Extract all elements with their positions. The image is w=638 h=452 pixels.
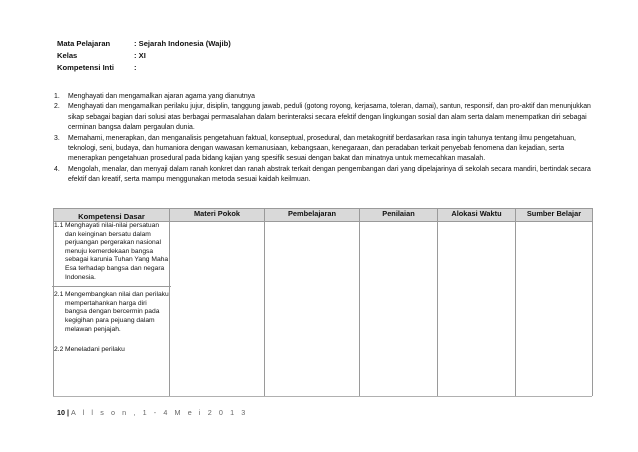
list-item-number: 1. xyxy=(54,93,60,100)
column-header-time-allocation: Alokasi Waktu xyxy=(438,209,516,222)
competence-text: Mengembangkan nilai dan perilaku mempertahankan harga diri bangsa dengan bercermin pada kegigihan para pejuang dalam melawan penjajah. xyxy=(65,291,169,333)
footer-divider xyxy=(53,396,592,397)
table-cell-learning xyxy=(265,222,360,397)
column-header-main-material: Materi Pokok xyxy=(170,209,265,222)
list-item xyxy=(54,165,592,186)
list-item-text: Menghayati dan mengamalkan perilaku jujur, disiplin, tanggung jawab, peduli (gotong royong, kerjasama, toleran, damai), santun, responsif, dan pro-aktif dan menunjukkan sikap sebagai bagian dari solusi atas berbagai permasalahan dalam berinteraksi secara efektif dengan lingkungan sosial dan alam serta dalam menempatkan diri sebagai cerminan bangsa dalam pergaulan dunia. xyxy=(68,103,591,132)
meta-row-class xyxy=(57,50,231,62)
list-item-number: 3. xyxy=(54,134,60,142)
table-row xyxy=(54,222,593,397)
row-divider xyxy=(52,286,171,287)
competence-item xyxy=(54,291,169,334)
competence-number: 2.1 xyxy=(54,291,64,299)
list-item xyxy=(54,92,592,102)
spacer xyxy=(54,334,169,346)
competence-item xyxy=(54,222,169,282)
competence-text: Meneladani perilaku xyxy=(65,346,125,354)
table-cell-main-material xyxy=(170,222,265,397)
meta-value: : XI xyxy=(134,51,146,60)
table-cell-learning-source xyxy=(516,222,593,397)
list-item-text: Menghayati dan mengamalkan ajaran agama yang dianutnya xyxy=(68,93,255,100)
footer-conference: A l l s o n , 1 - 4 M e i 2 0 1 3 xyxy=(71,408,248,417)
syllabus-table xyxy=(53,208,593,396)
meta-value: : xyxy=(134,63,137,72)
meta-label: Kompetensi Inti xyxy=(57,63,114,72)
meta-value: : Sejarah Indonesia (Wajib) xyxy=(134,39,231,48)
table-cell-competence xyxy=(54,222,170,397)
meta-label: Mata Pelajaran xyxy=(57,39,111,48)
table-cell-assessment xyxy=(360,222,438,397)
column-header-competence: Kompetensi Dasar xyxy=(54,209,170,222)
list-item-number: 4. xyxy=(54,165,60,173)
column-header-assessment: Penilaian xyxy=(360,209,438,222)
table-header-row xyxy=(54,209,593,222)
meta-row-core-competence xyxy=(57,62,231,74)
column-header-learning: Pembelajaran xyxy=(265,209,360,222)
list-item-text: Memahami, menerapkan, dan menganalisis pengetahuan faktual, konseptual, prosedural, dan metakognitif berdasarkan rasa ingin tahunya tentang ilmu pengetahuan, teknologi, seni, budaya, dan humaniora dengan wawasan kemanusiaan, kebangsaan, kenegaraan, dan peradaban terkait penyebab fenomena dan kejadian, serta menerapkan pengetahuan prosedural pada bidang kajian yang spesifik sesuai dengan bakat dan minatnya untuk memecahkan masalah. xyxy=(68,134,576,163)
competence-number: 2.2 xyxy=(54,346,64,354)
meta-label: Kelas xyxy=(57,51,78,60)
document-meta xyxy=(57,38,231,74)
list-item-number: 2. xyxy=(54,103,60,111)
competence-item xyxy=(54,346,169,355)
list-item-text: Mengolah, menalar, dan menyaji dalam ranah konkret dan ranah abstrak terkait dengan pengembangan dari yang dipelajarinya di sekolah secara mandiri, bertindak secara efektif dan kreatif, serta mampu menggunakan metoda sesuai kaidah keilmuan. xyxy=(68,165,591,184)
column-header-learning-source: Sumber Belajar xyxy=(516,209,593,222)
page-footer xyxy=(57,408,248,418)
list-item xyxy=(54,102,592,133)
competence-text: Menghayati nilai-nilai persatuan dan keinginan bersatu dalam perjuangan pergerakan nasional menuju kemerdekaan bangsa sebagai karunia Tuhan Yang Maha Esa terhadap bangsa dan negara Indonesia. xyxy=(65,222,169,281)
table-cell-time-allocation xyxy=(438,222,516,397)
meta-row-subject xyxy=(57,38,231,50)
competence-number: 1.1 xyxy=(54,222,64,229)
page-number: 10 | xyxy=(57,408,70,417)
list-item xyxy=(54,134,592,165)
core-competence-list xyxy=(54,92,592,186)
